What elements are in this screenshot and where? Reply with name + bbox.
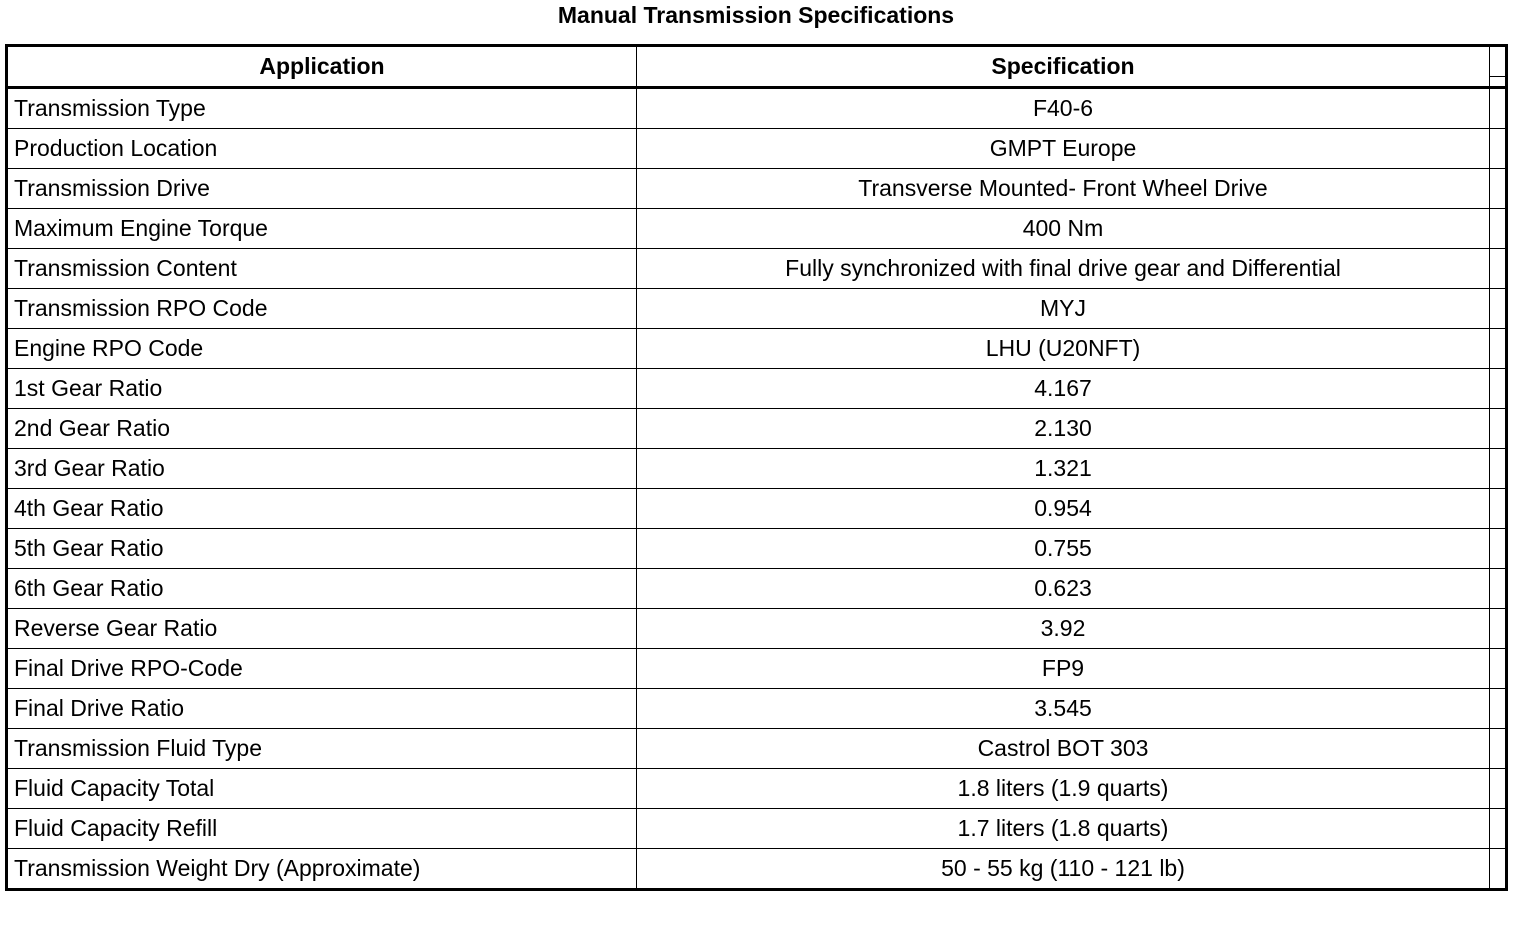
table-edge-cell (1490, 249, 1507, 289)
spec-table-body (7, 88, 1507, 890)
table-row (7, 88, 1507, 129)
table-row (7, 409, 1507, 449)
table-edge-cell (1490, 689, 1507, 729)
application-cell: Maximum Engine Torque (7, 209, 637, 249)
table-edge-cell (1490, 529, 1507, 569)
table-row (7, 769, 1507, 809)
table-row (7, 609, 1507, 649)
specification-cell: 3.92 (637, 609, 1490, 649)
specification-cell: 0.623 (637, 569, 1490, 609)
specification-cell: 0.954 (637, 489, 1490, 529)
specification-cell: MYJ (637, 289, 1490, 329)
table-row (7, 449, 1507, 489)
table-edge-cell (1490, 649, 1507, 689)
application-cell: 1st Gear Ratio (7, 369, 637, 409)
table-row (7, 129, 1507, 169)
table-edge-cell (1490, 489, 1507, 529)
table-edge-cell (1490, 88, 1507, 129)
application-cell: Production Location (7, 129, 637, 169)
table-row (7, 849, 1507, 890)
table-edge-cell (1490, 129, 1507, 169)
application-cell: Transmission Content (7, 249, 637, 289)
table-row (7, 529, 1507, 569)
table-header-row (7, 46, 1507, 88)
table-row (7, 369, 1507, 409)
specification-cell: 400 Nm (637, 209, 1490, 249)
table-row (7, 729, 1507, 769)
table-row (7, 569, 1507, 609)
specification-cell: FP9 (637, 649, 1490, 689)
specification-cell: GMPT Europe (637, 129, 1490, 169)
column-header-specification: Specification (637, 46, 1490, 88)
specification-cell: LHU (U20NFT) (637, 329, 1490, 369)
specification-cell: 2.130 (637, 409, 1490, 449)
table-row (7, 809, 1507, 849)
application-cell: Transmission RPO Code (7, 289, 637, 329)
application-cell: Fluid Capacity Refill (7, 809, 637, 849)
table-row (7, 289, 1507, 329)
table-row (7, 329, 1507, 369)
column-header-application: Application (7, 46, 637, 88)
table-edge-cell (1490, 209, 1507, 249)
table-edge-cell (1490, 289, 1507, 329)
table-edge-cell (1490, 729, 1507, 769)
table-row (7, 649, 1507, 689)
application-cell: Final Drive RPO-Code (7, 649, 637, 689)
application-cell: 5th Gear Ratio (7, 529, 637, 569)
table-edge-cell (1490, 369, 1507, 409)
specification-cell: 1.7 liters (1.8 quarts) (637, 809, 1490, 849)
specification-cell: 4.167 (637, 369, 1490, 409)
specification-cell: F40-6 (637, 88, 1490, 129)
table-edge-cell (1490, 609, 1507, 649)
table-row (7, 489, 1507, 529)
application-cell: 3rd Gear Ratio (7, 449, 637, 489)
table-edge-cell (1490, 46, 1507, 88)
specification-cell: 50 - 55 kg (110 - 121 lb) (637, 849, 1490, 890)
table-edge-cell (1490, 169, 1507, 209)
table-edge-cell (1490, 849, 1507, 890)
application-cell: 6th Gear Ratio (7, 569, 637, 609)
table-edge-cell (1490, 329, 1507, 369)
table-row (7, 249, 1507, 289)
application-cell: Transmission Type (7, 88, 637, 129)
specification-cell: Castrol BOT 303 (637, 729, 1490, 769)
specification-cell: Transverse Mounted- Front Wheel Drive (637, 169, 1490, 209)
table-row (7, 169, 1507, 209)
table-edge-cell (1490, 769, 1507, 809)
spec-table (5, 44, 1508, 891)
application-cell: Final Drive Ratio (7, 689, 637, 729)
specification-cell: Fully synchronized with final drive gear and Differential (637, 249, 1490, 289)
table-row (7, 209, 1507, 249)
table-edge-cell (1490, 809, 1507, 849)
table-edge-cell (1490, 569, 1507, 609)
application-cell: Transmission Fluid Type (7, 729, 637, 769)
application-cell: 4th Gear Ratio (7, 489, 637, 529)
application-cell: Reverse Gear Ratio (7, 609, 637, 649)
application-cell: Fluid Capacity Total (7, 769, 637, 809)
specification-cell: 1.321 (637, 449, 1490, 489)
specification-cell: 0.755 (637, 529, 1490, 569)
application-cell: Transmission Drive (7, 169, 637, 209)
table-edge-cell (1490, 449, 1507, 489)
application-cell: Engine RPO Code (7, 329, 637, 369)
specification-cell: 3.545 (637, 689, 1490, 729)
specification-cell: 1.8 liters (1.9 quarts) (637, 769, 1490, 809)
table-edge-cell (1490, 409, 1507, 449)
table-row (7, 689, 1507, 729)
application-cell: Transmission Weight Dry (Approximate) (7, 849, 637, 890)
application-cell: 2nd Gear Ratio (7, 409, 637, 449)
page-title: Manual Transmission Specifications (557, 2, 955, 28)
